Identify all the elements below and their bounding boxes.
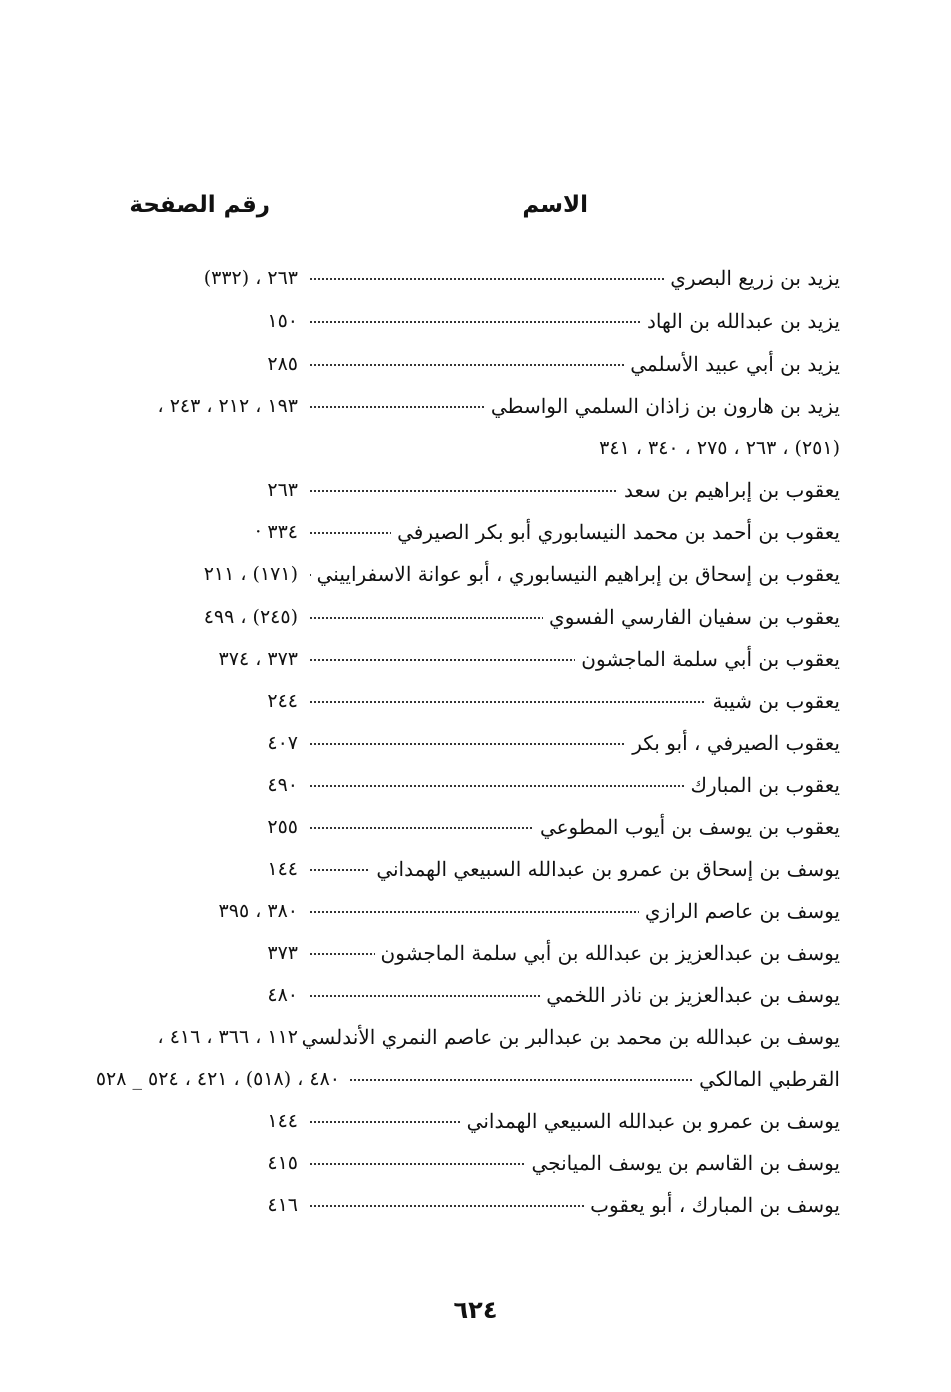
index-entry [100, 258, 840, 298]
entry-name: يعقوب بن إبراهيم بن سعد [618, 470, 840, 510]
entry-pages: ١٤٤ [267, 1110, 298, 1132]
table-header [100, 192, 840, 232]
entry-pages: ٣٧٣ ، ٣٧٤ [218, 648, 298, 670]
entry-name: يوسف بن عبدالعزيز بن ناذر اللخمي [540, 975, 840, 1015]
index-entry [100, 681, 840, 721]
entry-name: يعقوب الصيرفي ، أبو بكر [626, 723, 840, 763]
entry-pages: ٤٩٠ [267, 774, 298, 796]
entry-name: يوسف بن القاسم بن يوسف الميانجي [525, 1143, 840, 1183]
index-entry [100, 344, 840, 384]
entry-pages: ١٥٠ [267, 310, 298, 332]
entry-pages: ٤١٦ [267, 1194, 298, 1216]
entry-name: يوسف بن المبارك ، أبو يعقوب [584, 1185, 840, 1225]
index-entry [100, 554, 840, 594]
entry-pages: ٤٨٠ ، (٥١٨) ، ٤٢١ ، ٥٢٤ _ ٥٢٨ [95, 1068, 340, 1090]
entry-name: يعقوب بن سفيان الفارسي الفسوي [543, 597, 840, 637]
index-entry [100, 765, 840, 805]
entry-name: يعقوب بن إسحاق بن إبراهيم النيسابوري ، أبو عوانة الاسفراييني [311, 554, 840, 594]
entry-pages: ١٩٣ ، ٢١٢ ، ٢٤٣ ، [157, 395, 298, 417]
index-entry [100, 1101, 840, 1141]
entry-name: يوسف بن عبدالعزيز بن عبدالله بن أبي سلمة الماجشون [375, 933, 840, 973]
entry-name: يعقوب بن يوسف بن أيوب المطوعي [534, 807, 840, 847]
index-entry [100, 849, 840, 889]
entry-name: يوسف بن إسحاق بن عمرو بن عبدالله السبيعي الهمداني [370, 849, 840, 889]
index-entry [100, 1185, 840, 1225]
entry-pages: (٢٥١) ، ٢٦٣ ، ٢٧٥ ، ٣٤٠ ، ٣٤١ [599, 437, 840, 459]
entry-name: يزيد بن هارون بن زاذان السلمي الواسطي [485, 386, 840, 426]
entry-pages: ٤٨٠ [267, 984, 298, 1006]
pages-column-title: رقم الصفحة [129, 192, 270, 218]
index-entry [100, 301, 840, 341]
index-entry [100, 512, 840, 552]
entry-pages: ١٤٤ [267, 858, 298, 880]
index-entry [100, 597, 840, 637]
index-entry [100, 1143, 840, 1183]
entry-pages: ٤١٥ [267, 1152, 298, 1174]
name-column-title: الاسم [522, 192, 588, 218]
index-entry [100, 807, 840, 847]
entry-pages: (١٧١) ، ٢١١ [203, 563, 298, 585]
entry-name: القرطبي المالكي [693, 1059, 840, 1099]
entry-pages: ٢٦٣ [267, 479, 298, 501]
index-entry [100, 639, 840, 679]
entry-name: يعقوب بن أحمد بن محمد النيسابوري أبو بكر الصيرفي [391, 512, 840, 552]
index-entry-continuation [95, 1059, 840, 1099]
entry-name: يزيد بن عبدالله بن الهاد [641, 301, 840, 341]
entry-pages: (٢٤٥) ، ٤٩٩ [203, 606, 298, 628]
entry-pages: ٣٣٤ · [255, 521, 298, 543]
entry-name: يوسف بن عمرو بن عبدالله السبيعي الهمداني [461, 1101, 840, 1141]
index-entry [100, 386, 840, 426]
entry-pages: ٢٦٣ ، (٣٣٢) [203, 267, 298, 289]
index-entry [100, 723, 840, 763]
entry-name: يوسف بن عبدالله بن محمد بن عبدالبر بن عاصم النمري الأندلسي [296, 1017, 840, 1057]
index-entry [100, 1017, 840, 1057]
entry-name: يزيد بن أبي عبيد الأسلمي [624, 344, 840, 384]
entry-name: يعقوب بن أبي سلمة الماجشون [575, 639, 840, 679]
entry-name: يزيد بن زريع البصري [664, 258, 840, 298]
entry-pages: ٤٠٧ [267, 732, 298, 754]
entry-pages: ٣٨٠ ، ٣٩٥ [218, 900, 298, 922]
index-entry [100, 470, 840, 510]
entry-name: يوسف بن عاصم الرازي [639, 891, 840, 931]
page-number: ٦٢٤ [453, 1296, 498, 1324]
entry-name: يعقوب بن شيبة [706, 681, 840, 721]
index-entry [100, 975, 840, 1015]
entry-pages: ٣٧٣ [267, 942, 298, 964]
index-entry-continuation [100, 428, 840, 468]
entry-pages: ٢٤٤ [267, 690, 298, 712]
index-entry [100, 933, 840, 973]
entry-pages: ٢٥٥ [267, 816, 298, 838]
index-entry [100, 891, 840, 931]
entry-pages: ١١٢ ، ٣٦٦ ، ٤١٦ ، [157, 1026, 298, 1048]
entry-pages: ٢٨٥ [267, 353, 298, 375]
entry-name: يعقوب بن المبارك [685, 765, 840, 805]
